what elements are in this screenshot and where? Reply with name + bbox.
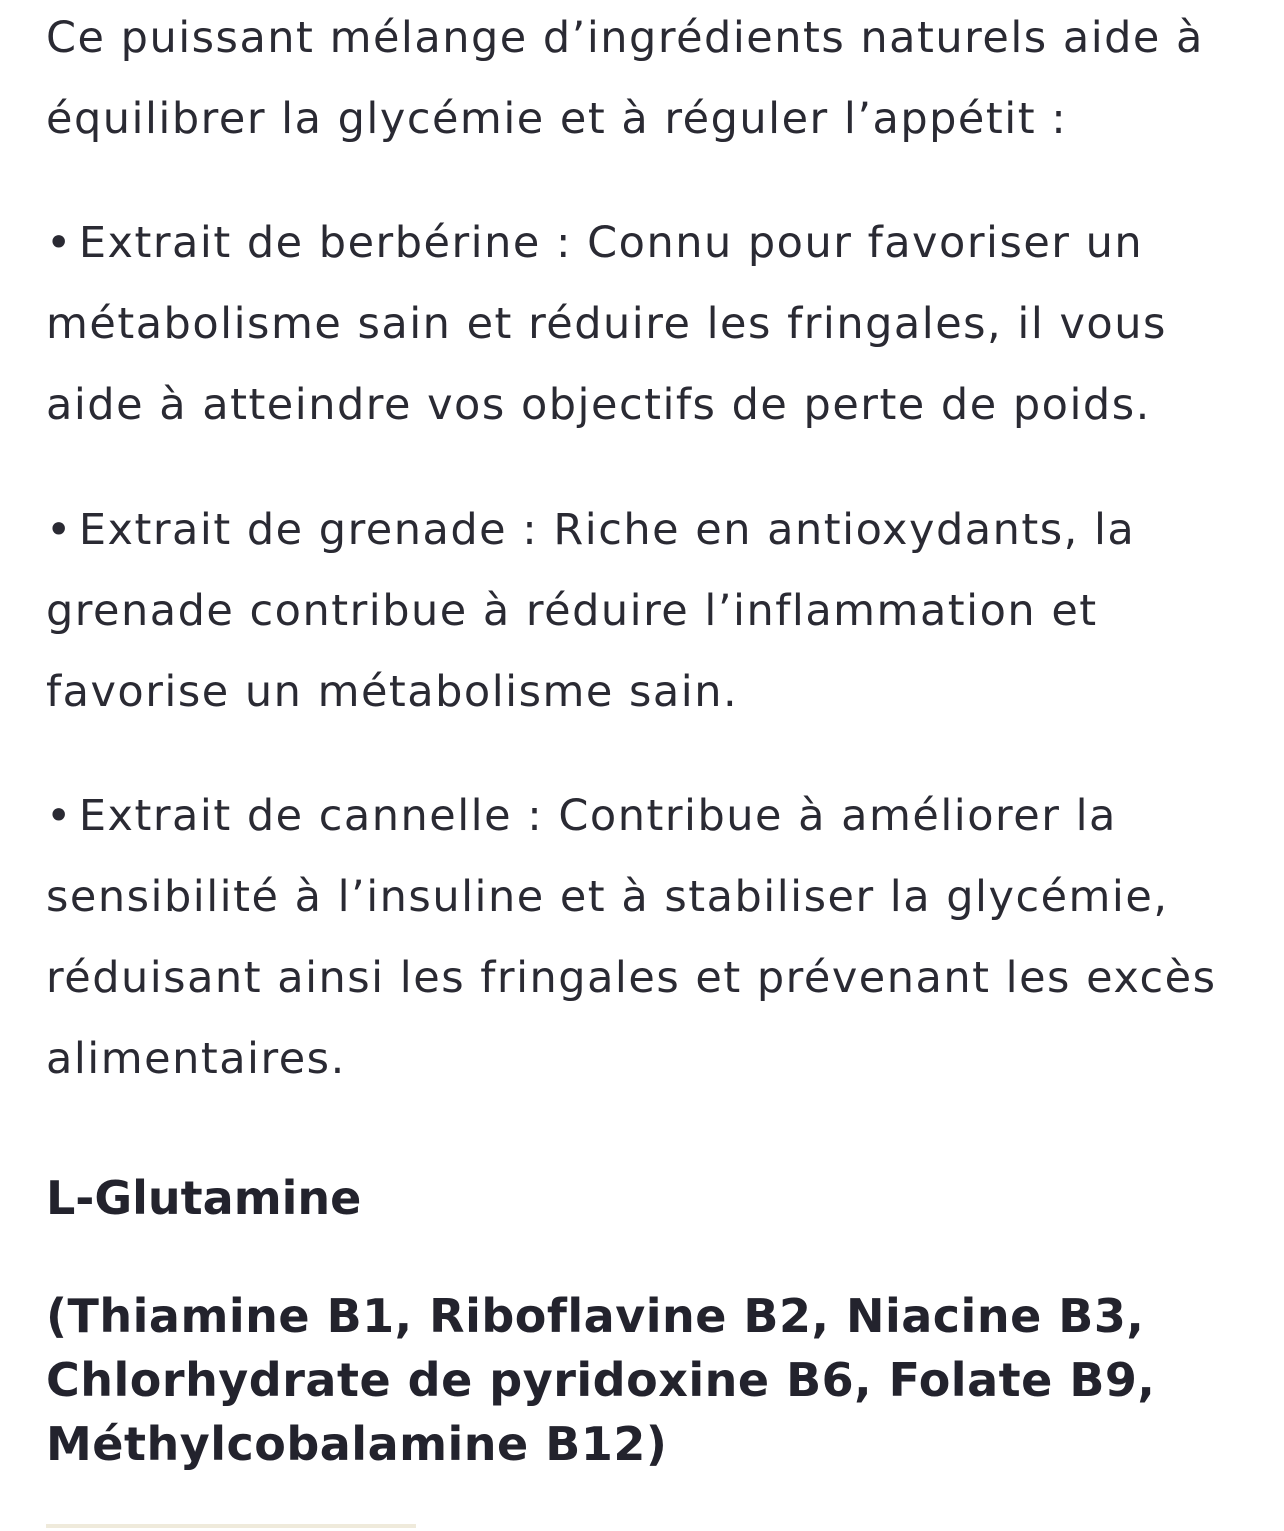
bullet-marker: • (46, 505, 73, 555)
bullet-berberine (46, 203, 1246, 446)
bullet-marker: • (46, 218, 73, 268)
bullet-text: Extrait de grenade : Riche en antioxydants, la grenade contribue à réduire l’inflammation et favorise un métabolisme sain. (46, 505, 1136, 717)
article-content (46, 0, 1246, 1476)
bullet-grenade (46, 490, 1246, 733)
heading-glutamine: L-Glutamine (46, 1171, 362, 1225)
bullet-text: Extrait de berbérine : Connu pour favoriser un métabolisme sain et réduire les fringales, il vous aide à atteindre vos objectifs de perte de poids. (46, 218, 1167, 430)
intro-paragraph: Ce puissant mélange d’ingrédients naturels aide à équilibrer la glycémie et à réguler l’appétit : (46, 13, 1204, 144)
bullet-text: Extrait de cannelle : Contribue à améliorer la sensibilité à l’insuline et à stabiliser la glycémie, réduisant ainsi les fringales et prévenant les excès alimentaires. (46, 791, 1217, 1084)
bullet-marker: • (46, 791, 73, 841)
bullet-cannelle (46, 776, 1246, 1100)
heading-vitamins: (Thiamine B1, Riboflavine B2, Niacine B3, Chlorhydrate de pyridoxine B6, Folate B9, Méthylcobalamine B12) (46, 1289, 1156, 1471)
section-divider (46, 1524, 416, 1528)
